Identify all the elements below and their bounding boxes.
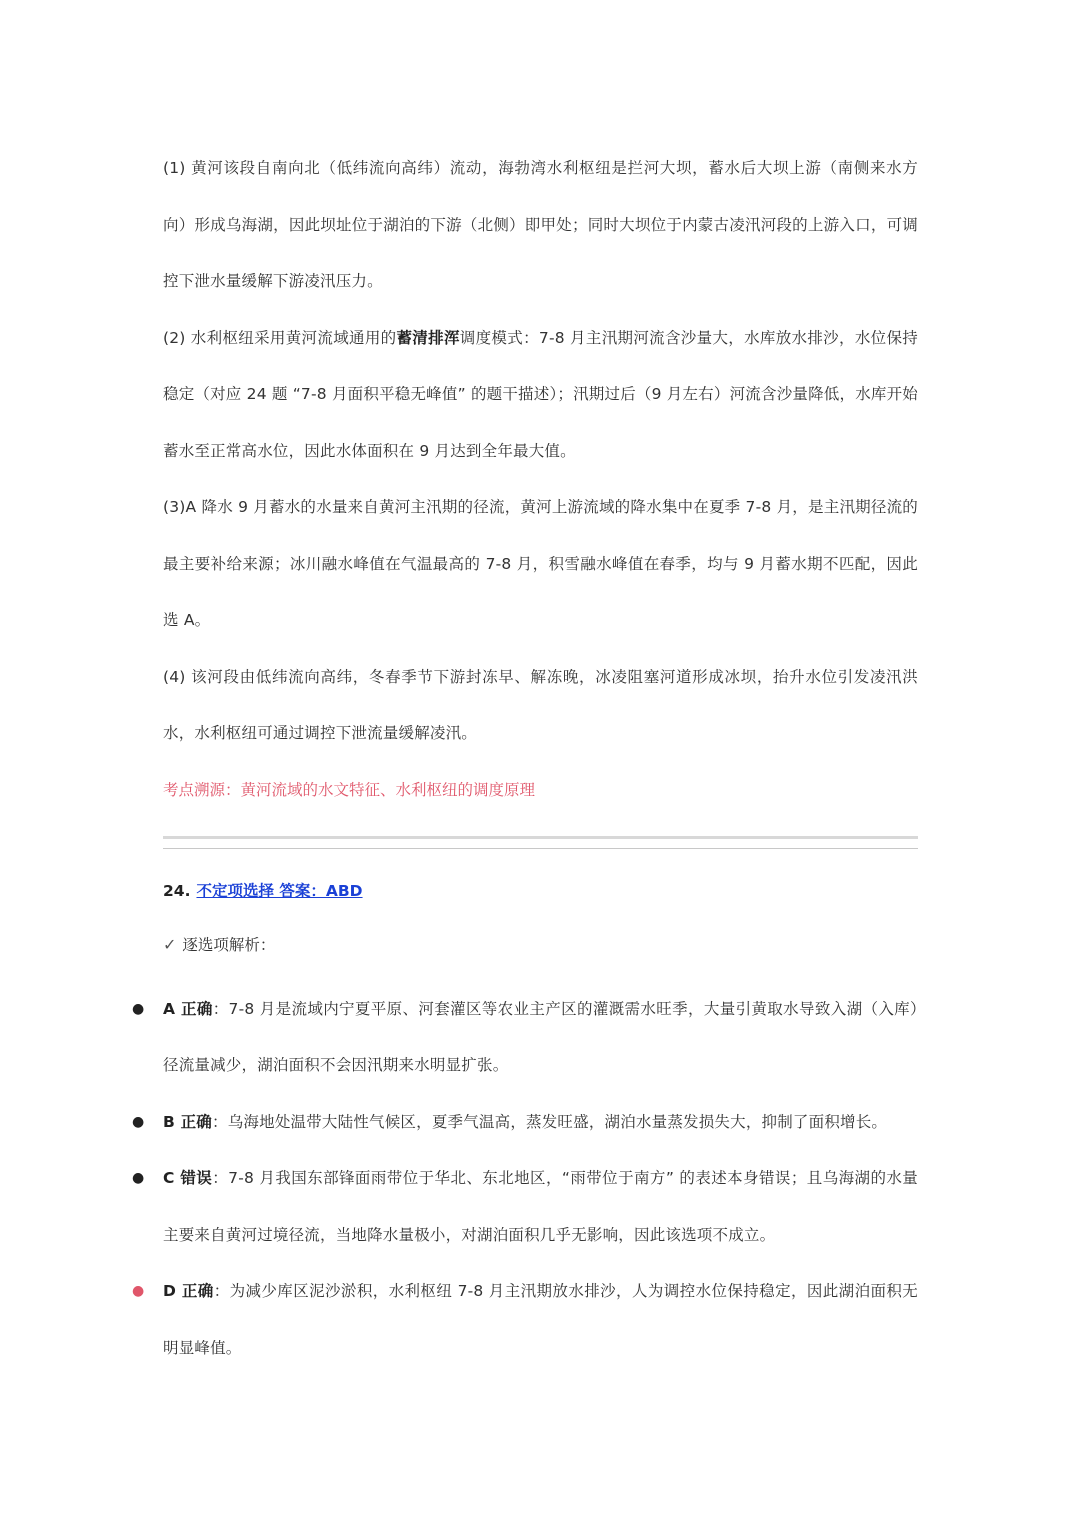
analysis-label-row [163, 931, 918, 959]
bullet-icon: ● [132, 1283, 145, 1299]
option-c-body: ：7-8 月我国东部锋面雨带位于华北、东北地区，“雨带位于南方” 的表述本身错误；且乌海湖的水量主要来自黄河过境径流，当地降水量极小，对湖泊面积几乎无影响，因此该选项不成立。 [163, 1169, 918, 1244]
question-heading [163, 877, 918, 905]
option-item-b [132, 1094, 918, 1151]
paragraph-2-post: 调度模式：7-8 月主汛期河流含沙量大，水库放水排沙，水位保持稳定（对应 24 题 “7-8 月面积平稳无峰值” 的题干描述）；汛期过后（9 月左右）河流含沙量降低，水库开始蓄水至正常高水位，因此水体面积在 9 月达到全年最大值。 [163, 328, 918, 460]
bullet-icon: ● [132, 1170, 145, 1186]
option-a-head: A 正确 [163, 999, 213, 1018]
option-d-body: ：为减少库区泥沙淤积，水利枢纽 7-8 月主汛期放水排沙，人为调控水位保持稳定，因此湖泊面积无明显峰值。 [163, 1282, 918, 1357]
option-item-a [132, 981, 918, 1094]
bullet-icon: ● [132, 1000, 145, 1017]
paragraph-4 [163, 649, 918, 762]
paragraph-2 [163, 310, 918, 480]
option-c-head: C 错误 [163, 1169, 213, 1187]
option-b-head: B 正确 [163, 1112, 213, 1131]
section-divider [163, 836, 918, 849]
option-item-c [132, 1150, 918, 1263]
question-number: 24. [163, 881, 191, 900]
check-icon: ✓ [163, 934, 177, 954]
question-answer-link[interactable]: 不定项选择 答案：ABD [196, 881, 363, 900]
option-list [132, 981, 918, 1377]
paragraph-4-text: (4) 该河段由低纬流向高纬，冬春季节下游封冻早、解冻晚，冰凌阻塞河道形成冰坝，抬升水位引发凌汛洪水，水利枢纽可通过调控下泄流量缓解凌汛。 [163, 667, 918, 742]
option-b-body: ：乌海地处温带大陆性气候区，夏季气温高，蒸发旺盛，湖泊水量蒸发损失大，抑制了面积增长。 [212, 1112, 888, 1131]
source-note: 考点溯源：黄河流域的水文特征、水利枢纽的调度原理 [163, 780, 536, 799]
paragraph-2-bold-term: 蓄清排浑 [396, 328, 460, 347]
answer-analysis-content [132, 140, 918, 1376]
option-item-d [132, 1263, 918, 1376]
option-d-head: D 正确 [163, 1282, 214, 1300]
paragraph-3-text: (3)A 降水 9 月蓄水的水量来自黄河主汛期的径流，黄河上游流域的降水集中在夏季 7-8 月，是主汛期径流的最主要补给来源；冰川融水峰值在气温最高的 7-8 月，积雪融水峰值在春季，均与 9 月蓄水期不匹配，因此选 A。 [163, 498, 918, 629]
paragraph-3 [163, 479, 918, 649]
paragraph-1-text: (1) 黄河该段自南向北（低纬流向高纬）流动，海勃湾水利枢纽是拦河大坝，蓄水后大坝上游（南侧来水方向）形成乌海湖，因此坝址位于湖泊的下游（北侧）即甲处；同时大坝位于内蒙古凌汛河段的上游入口，可调控下泄水量缓解下游凌汛压力。 [163, 159, 918, 290]
paragraph-1 [163, 140, 918, 310]
option-a-body: ：7-8 月是流域内宁夏平原、河套灌区等农业主产区的灌溉需水旺季，大量引黄取水导致入湖（入库）径流量减少，湖泊面积不会因汛期来水明显扩张。 [163, 999, 918, 1074]
analysis-label: 逐选项解析： [182, 935, 276, 954]
bullet-icon: ● [132, 1113, 145, 1130]
paragraph-2-pre: (2) 水利枢纽采用黄河流域通用的 [163, 328, 397, 347]
